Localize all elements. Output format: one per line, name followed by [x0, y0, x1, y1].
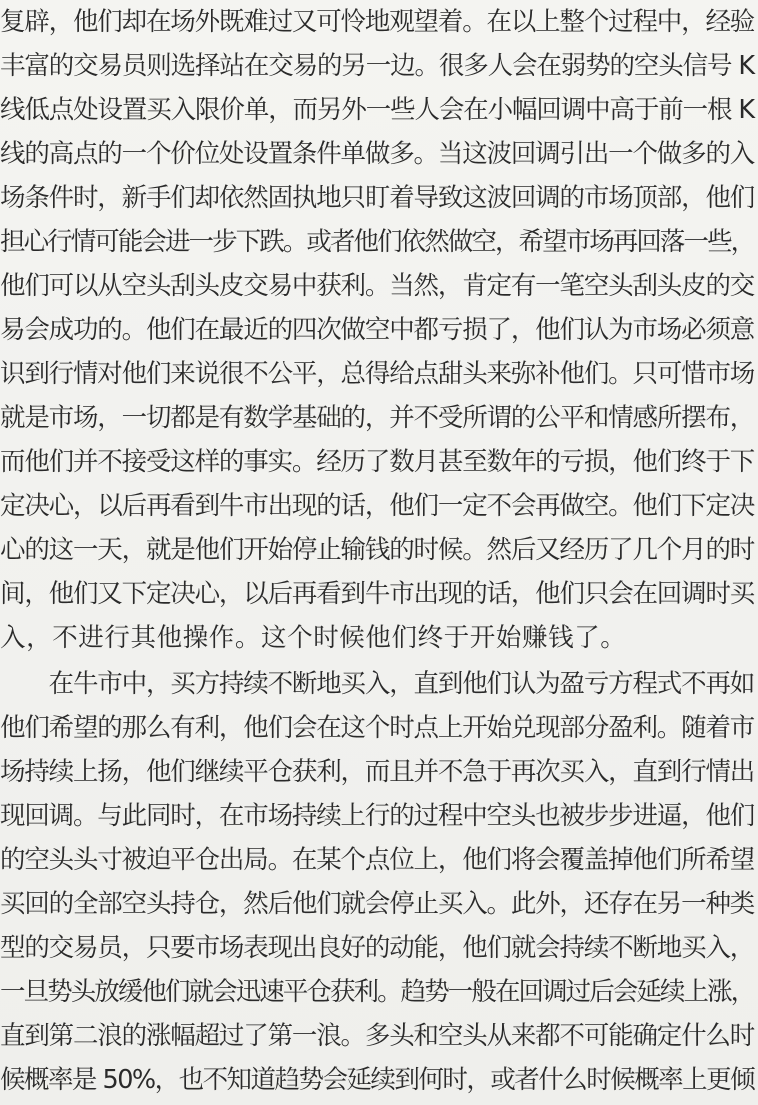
text-line: 一旦势头放缓他们就会迅速平仓获利。趋势一般在回调过后会延续上涨，	[0, 977, 755, 1007]
text-line: 入，不进行其他操作。这个时候他们终于开始赚钱了。	[0, 623, 627, 653]
text-line: 定决心，以后再看到牛市出现的话，他们一定不会再做空。他们下定决	[0, 491, 755, 521]
text-line: 复辟，他们却在场外既难过又可怜地观望着。在以上整个过程中，经验	[0, 7, 755, 37]
text-line: 场持续上扬，他们继续平仓获利，而且并不急于再次买入，直到行情出	[0, 757, 755, 787]
text-line: 识到行情对他们来说很不公平，总得给点甜头来弥补他们。只可惜市场	[0, 359, 755, 389]
text-line: 易会成功的。他们在最近的四次做空中都亏损了，他们认为市场必须意	[0, 315, 755, 345]
text-line: 现回调。与此同时，在市场持续上行的过程中空头也被步步进逼，他们	[0, 801, 755, 831]
text-line: 线的高点的一个价位处设置条件单做多。当这波回调引出一个做多的入	[0, 139, 755, 169]
text-line: 丰富的交易员则选择站在交易的另一边。很多人会在弱势的空头信号 K	[0, 51, 755, 81]
text-line: 场条件时，新手们却依然固执地只盯着导致这波回调的市场顶部，他们	[0, 183, 755, 213]
text-line: 担心行情可能会进一步下跌。或者他们依然做空，希望市场再回落一些，	[0, 227, 755, 257]
text-line: 就是市场，一切都是有数学基础的，并不受所谓的公平和情感所摆布，	[0, 403, 755, 433]
text-line: 而他们并不接受这样的事实。经历了数月甚至数年的亏损，他们终于下	[0, 447, 755, 477]
text-line: 他们希望的那么有利，他们会在这个时点上开始兑现部分盈利。随着市	[0, 713, 755, 743]
text-line: 线低点处设置买入限价单，而另外一些人会在小幅回调中高于前一根 K	[0, 95, 755, 125]
text-line: 直到第二浪的涨幅超过了第一浪。多头和空头从来都不可能确定什么时	[0, 1021, 755, 1051]
text-line: 在牛市中，买方持续不断地买入，直到他们认为盈亏方程式不再如	[0, 669, 755, 699]
text-line: 他们可以从空头刮头皮交易中获利。当然，肯定有一笔空头刮头皮的交	[0, 271, 755, 301]
text-line: 型的交易员，只要市场表现出良好的动能，他们就会持续不断地买入，	[0, 933, 755, 963]
text-line: 候概率是 50%，也不知道趋势会延续到何时，或者什么时候概率上更倾	[0, 1065, 755, 1095]
text-line: 间，他们又下定决心，以后再看到牛市出现的话，他们只会在回调时买	[0, 579, 755, 609]
text-line: 买回的全部空头持仓，然后他们就会停止买入。此外，还存在另一种类	[0, 889, 755, 919]
text-line: 心的这一天，就是他们开始停止输钱的时候。然后又经历了几个月的时	[0, 535, 755, 565]
text-line: 的空头头寸被迫平仓出局。在某个点位上，他们将会覆盖掉他们所希望	[0, 845, 755, 875]
